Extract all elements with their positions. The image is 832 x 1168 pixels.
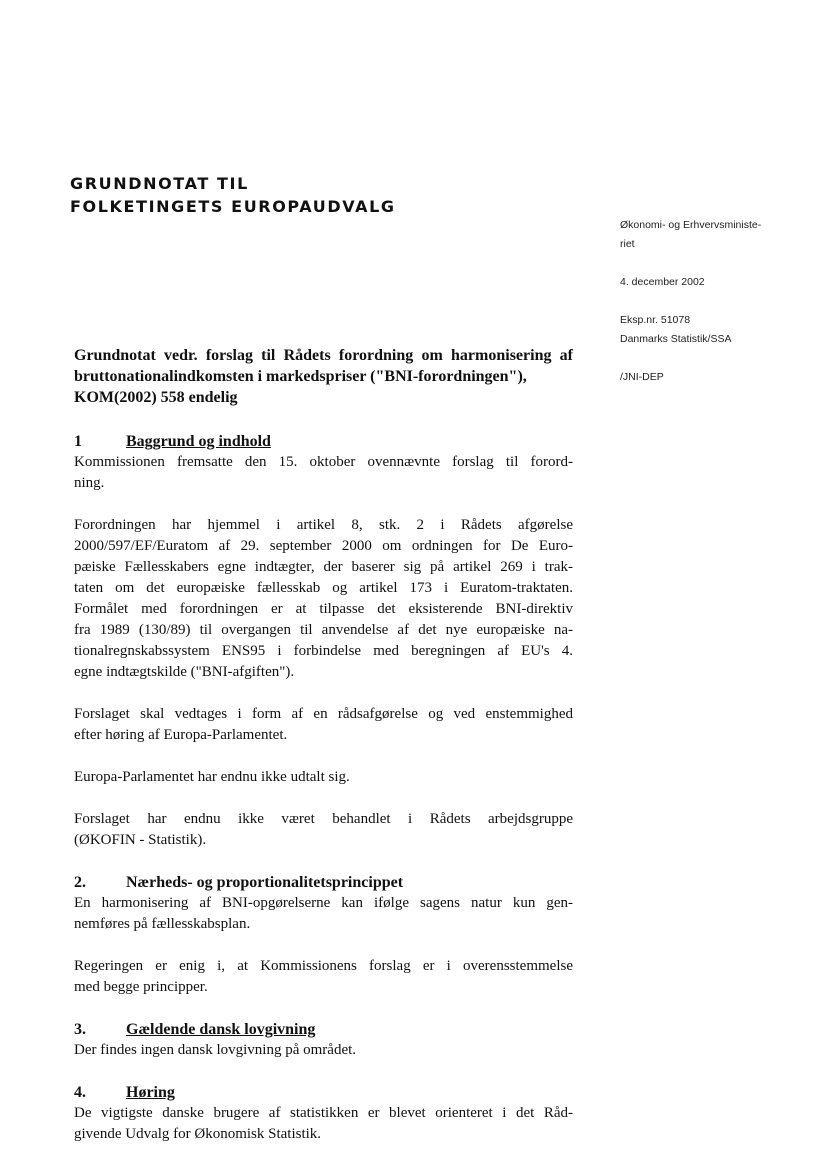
paragraph xyxy=(74,1040,573,1061)
ministry-line-2: riet xyxy=(620,238,635,250)
section-number: 4. xyxy=(74,1084,86,1101)
paragraph xyxy=(74,1103,573,1145)
text-line: Forordningen har hjemmel i artikel 8, stk. 2 i Rådets afgørelse xyxy=(74,517,573,533)
department: Danmarks Statistik/SSA xyxy=(620,333,732,345)
document-body xyxy=(74,345,573,1145)
text-line: tionalregnskabssystem ENS95 i forbindelse med beregningen af EU's 4. xyxy=(74,643,573,659)
paragraph xyxy=(74,704,573,746)
text-line: Forslaget har endnu ikke været behandlet i Rådets arbejdsgruppe xyxy=(74,811,573,827)
paragraph xyxy=(74,809,573,851)
document-title xyxy=(74,345,573,408)
section-1-heading xyxy=(74,432,573,452)
section-number: 3. xyxy=(74,1021,86,1038)
section-4-heading xyxy=(74,1083,573,1103)
text-line: med begge principper. xyxy=(74,979,208,995)
reference: /JNI-DEP xyxy=(620,371,664,383)
ministry-line-1: Økonomi- og Erhvervsministe- xyxy=(620,219,762,231)
text-line: pæiske Fællesskabers egne indtægter, der baserer sig på artikel 269 i trak- xyxy=(74,559,573,575)
sender-info xyxy=(620,216,790,387)
document-title-line-3: KOM(2002) 558 endelig xyxy=(74,389,238,406)
section-title: Høring xyxy=(126,1084,175,1101)
text-line: egne indtægtskilde ("BNI-afgiften"). xyxy=(74,664,295,680)
text-line: 2000/597/EF/Euratom af 29. september 2000 om ordningen for De Euro- xyxy=(74,538,573,554)
document-header-title xyxy=(70,172,550,218)
header-title-line-1: GRUNDNOTAT TIL xyxy=(70,174,249,193)
text-line: Der findes ingen dansk lovgivning på området. xyxy=(74,1042,357,1058)
document-title-line-1: Grundnotat vedr. forslag til Rådets forordning om harmonisering af xyxy=(74,347,573,364)
document-title-line-2: bruttonationalindkomsten i markedspriser ("BNI-forordningen"), xyxy=(74,368,527,385)
paragraph xyxy=(74,452,573,494)
text-line: efter høring af Europa-Parlamentet. xyxy=(74,727,288,743)
text-line: nemføres på fællesskabsplan. xyxy=(74,916,251,932)
section-2-heading xyxy=(74,873,573,893)
header-title-line-2: FOLKETINGETS EUROPAUDVALG xyxy=(70,197,396,216)
text-line: En harmonisering af BNI-opgørelserne kan ifølge sagens natur kun gen- xyxy=(74,895,573,911)
section-number: 2. xyxy=(74,874,86,891)
text-line: Regeringen er enig i, at Kommissionens forslag er i overensstemmelse xyxy=(74,958,573,974)
text-line: ning. xyxy=(74,475,105,491)
section-title: Gældende dansk lovgivning xyxy=(126,1021,316,1038)
case-number: Eksp.nr. 51078 xyxy=(620,314,691,326)
section-title: Nærheds- og proportionalitetsprincippet xyxy=(126,874,404,891)
document-date: 4. december 2002 xyxy=(620,276,705,288)
text-line: Europa-Parlamentet har endnu ikke udtalt sig. xyxy=(74,769,350,785)
section-number: 1 xyxy=(74,433,82,450)
text-line: Forslaget skal vedtages i form af en rådsafgørelse og ved enstemmighed xyxy=(74,706,573,722)
paragraph xyxy=(74,515,573,683)
section-title: Baggrund og indhold xyxy=(126,433,271,450)
text-line: De vigtigste danske brugere af statistikken er blevet orienteret i det Råd- xyxy=(74,1105,573,1121)
text-line: givende Udvalg for Økonomisk Statistik. xyxy=(74,1126,322,1142)
paragraph xyxy=(74,956,573,998)
ministry-name xyxy=(620,216,790,254)
text-line: fra 1989 (130/89) til overgangen til anvendelse af det nye europæiske na- xyxy=(74,622,573,638)
text-line: (ØKOFIN - Statistik). xyxy=(74,832,207,848)
text-line: Kommissionen fremsatte den 15. oktober ovennævnte forslag til forord- xyxy=(74,454,573,470)
section-3-heading xyxy=(74,1020,573,1040)
paragraph xyxy=(74,767,573,788)
paragraph xyxy=(74,893,573,935)
text-line: taten om det europæiske fællesskab og artikel 173 i Euratom-traktaten. xyxy=(74,580,573,596)
text-line: Formålet med forordningen er at tilpasse det eksisterende BNI-direktiv xyxy=(74,601,573,617)
